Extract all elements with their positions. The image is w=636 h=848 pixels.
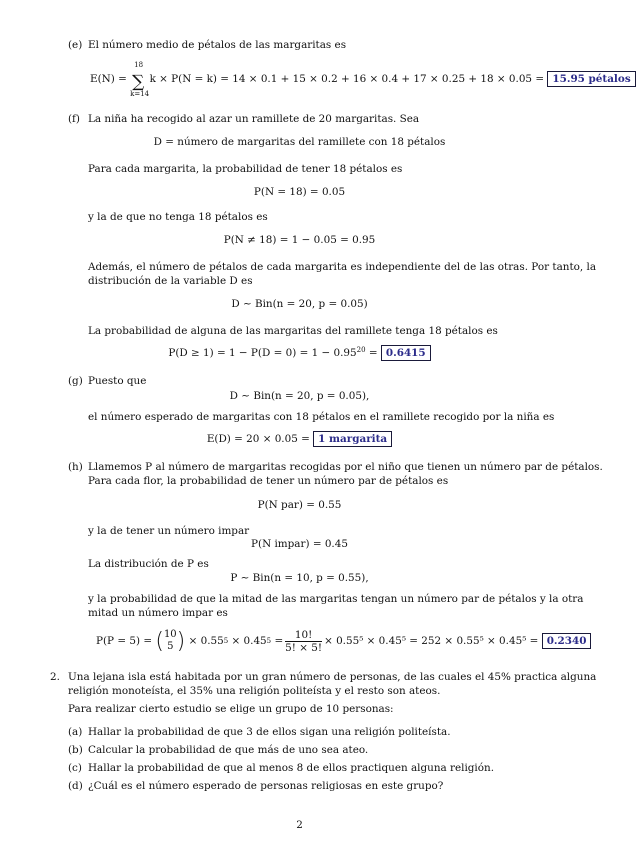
question-2-d-text: ¿Cuál es el número esperado de personas religiosas en este grupo? [88, 780, 444, 792]
question-2-a-text: Hallar la probabilidad de que 3 de ellos sigan una religión politeísta. [88, 726, 451, 738]
item-f-intro: La niña ha recogido al azar un ramillete de 20 margaritas. Sea [88, 113, 420, 125]
question-2-setup: Para realizar cierto estudio se elige un grupo de 10 personas: [68, 703, 394, 715]
item-g-eq2-text: E(D) = 20 × 0.05 = [206, 433, 310, 445]
item-g-para1: el número esperado de margaritas con 18 pétalos en el ramillete recogido por la niña es [88, 411, 555, 423]
item-f-answer: 0.6415 [381, 345, 431, 361]
item-e-rhs: k × P(N = k) = 14 × 0.1 + 15 × 0.2 + 16 × 0.4 + 17 × 0.25 + 18 × 0.05 = [149, 73, 545, 85]
item-h-eq4-mid2: × 0.45 [231, 635, 267, 647]
item-f-para1: Para cada margarita, la probabilidad de tener 18 pétalos es [88, 163, 403, 175]
item-f-para3b: distribución de la variable D es [88, 275, 253, 287]
sum-lower: k=14 [130, 90, 150, 98]
factorial-fraction [285, 629, 322, 654]
item-h-eq4-lhs: P(P = 5) = [96, 635, 153, 647]
item-h-eq4-equals: = [274, 635, 284, 647]
item-h-para1b: Para cada flor, la probabilidad de tener un número par de pétalos es [88, 475, 449, 487]
item-h-para2: y la de tener un número impar [88, 525, 250, 537]
question-2-c-label: (c) [68, 762, 82, 774]
item-f-eq3: D ∼ Bin(n = 20, p = 0.05) [231, 298, 368, 310]
item-h-para4b: mitad un número impar es [88, 607, 228, 619]
binom-top: 10 [163, 629, 177, 640]
question-2-intro-a: Una lejana isla está habitada por un gran número de personas, de las cuales el 45% practica alguna [68, 671, 597, 683]
item-g-label: (g) [68, 375, 83, 387]
item-f-eq4-text: P(D ≥ 1) = 1 − P(D = 0) = 1 − 0.95 [168, 347, 357, 359]
question-2-b-text: Calcular la probabilidad de que más de uno sea ateo. [88, 744, 369, 756]
item-h-para1a: Llamemos P al número de margaritas recogidas por el niño que tienen un número par de pétalos. [88, 461, 603, 473]
item-h-eq4: P(P = 5) = ( 10 5 ) × 0.55 5 × 0.45 5 = $\frac{10!}{5! \times 5!}$ × 0.55⁵ × 0.45⁵ = 252 × 0.55⁵ × 0.45⁵ = 0.2340 [96, 626, 591, 656]
item-h-eq3: P ∼ Bin(n = 10, p = 0.55), [230, 572, 369, 584]
sum-upper: 18 [134, 61, 144, 69]
item-f-label: (f) [68, 113, 80, 125]
item-f-para4: La probabilidad de alguna de las margaritas del ramillete tenga 18 pétalos es [88, 325, 498, 337]
item-f-eq1: P(N = 18) = 0.05 [253, 186, 346, 198]
question-2-c-text: Hallar la probabilidad de que al menos 8 de ellos practiquen alguna religión. [88, 762, 494, 774]
item-f-eq2: P(N ≠ 18) = 1 − 0.05 = 0.95 [223, 234, 376, 246]
item-h-answer: 0.2340 [542, 633, 592, 649]
item-e-label: (e) [68, 39, 83, 51]
question-2-number: 2. [50, 671, 60, 683]
item-g-intro: Puesto que [88, 375, 147, 387]
item-f-para3a: Además, el número de pétalos de cada margarita es independiente del de las otras. Por tanto, la [88, 261, 597, 273]
item-h-eq1: P(N par) = 0.55 [257, 499, 342, 511]
binomial-coefficient: ( 10 5 ) [155, 628, 186, 654]
item-h-eq4-mid1: × 0.55 [188, 635, 224, 647]
fraction-denominator: 5! × 5! [285, 641, 323, 654]
summation-symbol: ∑ 18 k=14 [130, 61, 150, 98]
page-number: 2 [296, 819, 303, 831]
item-h-eq2: P(N impar) = 0.45 [251, 538, 348, 550]
question-2-intro-b: religión monoteísta, el 35% una religión politeísta y el resto son ateos. [68, 685, 441, 697]
item-e-lhs: E(N) = [90, 73, 127, 85]
item-e-answer: 15.95 pétalos [547, 71, 635, 87]
item-h-para4a: y la probabilidad de que la mitad de las margaritas tengan un número par de pétalos y la otra [88, 593, 584, 605]
item-e-intro: El número medio de pétalos de las margaritas es [88, 39, 347, 51]
fraction-numerator: 10! [285, 629, 322, 642]
question-2-d-label: (d) [68, 780, 83, 792]
item-g-eq1: D ∼ Bin(n = 20, p = 0.05), [229, 390, 370, 402]
item-f-para2: y la de que no tenga 18 pétalos es [88, 211, 268, 223]
item-g-answer: 1 margarita [313, 431, 392, 447]
binom-bottom: 5 [167, 641, 174, 652]
question-2-b-label: (b) [68, 744, 83, 756]
item-f-definition: D = número de margaritas del ramillete con 18 pétalos [153, 136, 446, 148]
item-h-eq4-tail: × 0.55⁵ × 0.45⁵ = 252 × 0.55⁵ × 0.45⁵ = [324, 635, 539, 647]
item-f-eq4: $P(D \ge 1) = 1 - P(D = 0) = 1 - 0.95^{20} = 0.6415$ [0, 347, 599, 359]
item-h-para3: La distribución de P es [88, 558, 209, 570]
question-2-a-label: (a) [68, 726, 83, 738]
item-h-label: (h) [68, 461, 83, 473]
item-f-eq4-exponent: 20 [356, 346, 366, 354]
item-g-eq2 [0, 433, 599, 445]
item-e-equation [90, 61, 636, 98]
